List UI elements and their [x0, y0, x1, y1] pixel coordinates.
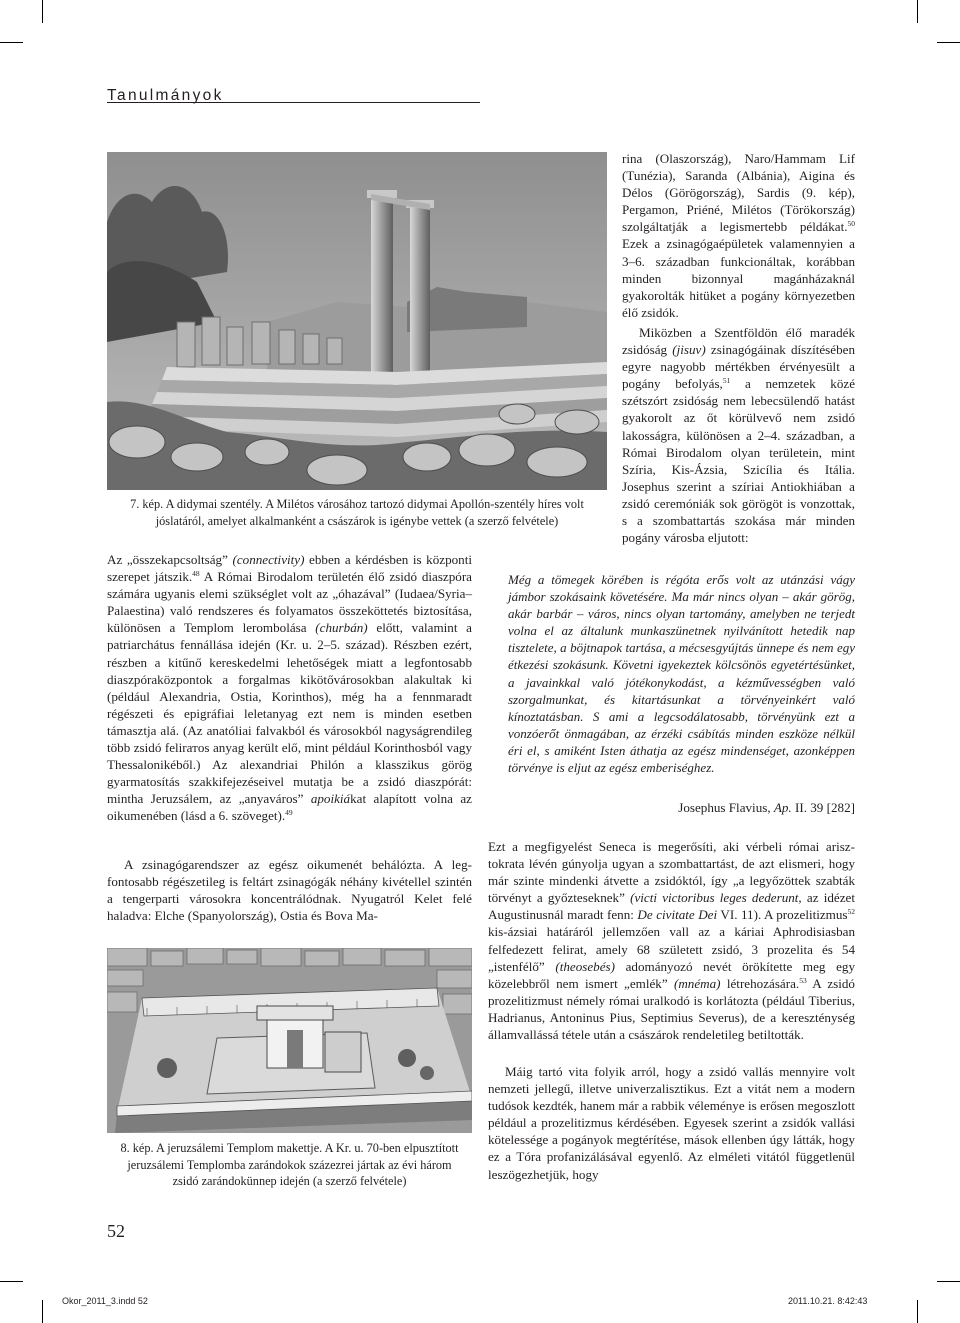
quote-citation: Josephus Flavius, Ap. II. 39 [282] — [678, 800, 855, 815]
crop-mark-top-right-v — [917, 0, 918, 23]
crop-mark-top-left-h — [0, 42, 23, 43]
figure-7-caption — [107, 496, 607, 529]
left-column-paragraph-2: A zsinagógarendszer az egész oikumenét behálózta. A legfontosabb régészetileg is feltárt zsinagógák néhány kivétellel szintén a tengerparti városokra koncentrálódnak. Nyugatról Kelet felé haladva: Elche (Spanyolország), Ostia és Bova Ma- — [107, 857, 472, 924]
didyma-temple-illustration — [107, 152, 607, 490]
crop-mark-bottom-right-h — [937, 1281, 960, 1282]
bottom-right-paragraph-1: Ezt a megfigyelést Seneca is megerősíti, aki vérbeli római arisztokrata lévén gúnyolja ugyan a szombattartást, de azt elismeri, hogy már szinte mindenki átvette a zsidóktól, így „a legyőzöttek szabták törvényt a győzteseknek” (victi victoribus leges dederunt, az idézet Augustinusnál maradt fenn: De civitate Dei VI. 11). A prozelitizmus$^{52}$ kis-ázsiai határáról jellemzően vall az a káriai Aphrodisiasban felfedezett felirat, amely 68 született zsidó, 3 prozelita és 54 „istenfélő” (theosebés) adományozó nevét örökítette meg egy közelebbről nem ismert „emlék” (mnéma) létrehozására.$^{53}$ A zsidó prozelitizmust némely római uralkodó is korlátozta (például Tiberius, Hadrianus, Antoninus Pius, Septimius Severus), de a kereszténység államvallássá tétele után a császárok rendeletileg betiltották. — [488, 839, 856, 1043]
crop-mark-bottom-left-h — [0, 1281, 23, 1282]
print-slug-date: 2011.10.21. 8:42:43 — [788, 1296, 868, 1306]
left-column-paragraph-1: Az „összekapcsoltság” (connectivity) ebben a kérdésben is központi szerepet játszik.$^{48}$ A Római Birodalom területén élő zsidó diaszpóra számára ugyanis elemi szükséglet volt az „óhazával” (Iudaea/Syria–Palaestina) való rendszeres és folyamatos összeköttetés biztosítása, különösen a Templom lerombolása (churbán) előtt, valamint a patriarchátus fennállása idején (Kr. u. 2–5. század). Részben ezért, részben a kitűnő kereskedelmi lehetőségek miatt a legfontosabb diaszpóraközpontok a forgalmas kikötővárosokban alakultak ki (például Alexandria, Ostia, Korinthos), még ha a fennmaradt régészeti és epigráfiai leletanyag ezt nem is minden esetben támasztja alá. (Az anatóliai falvakból és városokból nagyságrendileg több zsidó felirатos anyag került elő, mint például Korinthosból vagy Thessalonikéből.) Az alexandriai Philón a klasszikus görög gyarmatosítás szakkifejezéseivel mutatja be a zsidó diaszpórát: mintha Jeruzsálem, az „anyaváros” apoikiákat alapított volna az oikumenében (lásd a 6. szöveget).$^{49}$ — [107, 552, 473, 824]
right-column-paragraph-2: Miközben a Szentföldön élő maradék zsidóság (jisuv) zsinagógáinak díszítésében egyre nagyobb mértékben érvényesült a pogány befolyás,$^{51}$ a nemzetek közé szétszórt zsidóság nem lebecsülendő hatást gyakorolt az őt körülvevő nem zsidó lakosságra, különösen a 2–4. században, a Római Birodalom olyan területein, mint Szíria, Kis-Ázsia, Szicília és Itália. Josephus szerint a szíriai Antiokhiában a zsidó ceremóniák sok görögöt is vonzottak, s a szombattartás szokása már minden pogány városba eljutott: — [622, 325, 856, 546]
crop-mark-bottom-right-v — [917, 1300, 918, 1323]
right-column-paragraph-1: rina (Olaszország), Naro/Hammam Lif (Tunézia), Saranda (Albánia), Aigina és Délos (Görögország), Sardis (9. kép), Pergamon, Priéné, Milétos (Törökország) szolgáltatják a legismertebb példákat.$^{50}$ Ezek a zsinagógaépületek valamennyien a 3–6. században funkcionáltak, korábban minden bizonnyal magánházaknál gyakorolták hitüket a pogány környezetben élő zsidók. — [622, 151, 855, 320]
figure-7-caption-line: 7. kép. A didymai szentély. A Milétos városához tartozó didymai Apollón-szentély híres volt — [130, 497, 584, 511]
figure-8-caption — [107, 1140, 472, 1190]
temple-model-illustration — [107, 948, 472, 1133]
figure-7-caption-line: jóslatáról, amelyet alkalmanként a császárok is igénybe vettek (a szerző felvétele) — [155, 513, 559, 528]
josephus-quote: Még a tömegek körében is régóta erős volt az utánzási vágy jámbor szokásaink követésére. Ma már nincs olyan – akár görög, akár barbár – város, nincs olyan tartomány, amelyben ne terjedt volna el az általunk munkaszünetnek nyilvánított hetedik nap tisztelete, a böjtnapok tartása, a mécsesgyújtás ünnepe és nem egy étkezési szokásunk. Követni igyekeztek kölcsönös egyetértésünket, a javainkkal való jótékonykodást, a kézművességben való szorgalmunkat, és kitartásunkat a törvényeinkért való kínoztatásban. S ami a legcsodálatosabb, törvényünk ezt a vonzóerőt önmagában, az érzéki csábítás minden eszköze nélkül éri el, s amiként Isten áthatja az egész mindenséget, azonképpen törvénye is eljut az egész emberiséghez. — [508, 572, 855, 776]
print-slug-file: Okor_2011_3.indd 52 — [62, 1296, 148, 1306]
figure-8-caption-line: jeruzsálemi Templomba zarándokok százezrei jártak az évi három — [127, 1157, 452, 1172]
running-header: Tanulmányok — [107, 87, 224, 104]
figure-8-caption-line: 8. kép. A jeruzsálemi Templom makettje. A Kr. u. 70-ben elpusztított — [120, 1141, 459, 1155]
page-number: 52 — [107, 1221, 125, 1241]
crop-mark-top-right-h — [937, 42, 960, 43]
jerusalem-temple-model-photo — [107, 948, 472, 1133]
crop-mark-top-left-v — [42, 0, 43, 23]
header-rule — [107, 102, 480, 103]
didyma-temple-photo — [107, 152, 607, 490]
bottom-right-paragraph-2: Máig tartó vita folyik arról, hogy a zsidó vallás mennyire volt nemzeti jellegű, illetve univerzalisztikus. Ezt a vitát nem a modern tudósok kezdték, hanem már a rabbik véleménye is erősen megoszlott például a prozelitizmus kérdésében. Egyesek szerint a zsidók vallási kötelessége a pogányok megtérítése, mások ellenben úgy látták, hogy ez a Tóra profanizálásával egyenlő. Az elméleti vitától függetlenül leszögezhetjük, hogy — [488, 1064, 855, 1182]
crop-mark-bottom-left-v — [42, 1300, 43, 1323]
figure-8-caption-line: zsidó zarándokünnep idején (a szerző felvétele) — [172, 1174, 407, 1189]
